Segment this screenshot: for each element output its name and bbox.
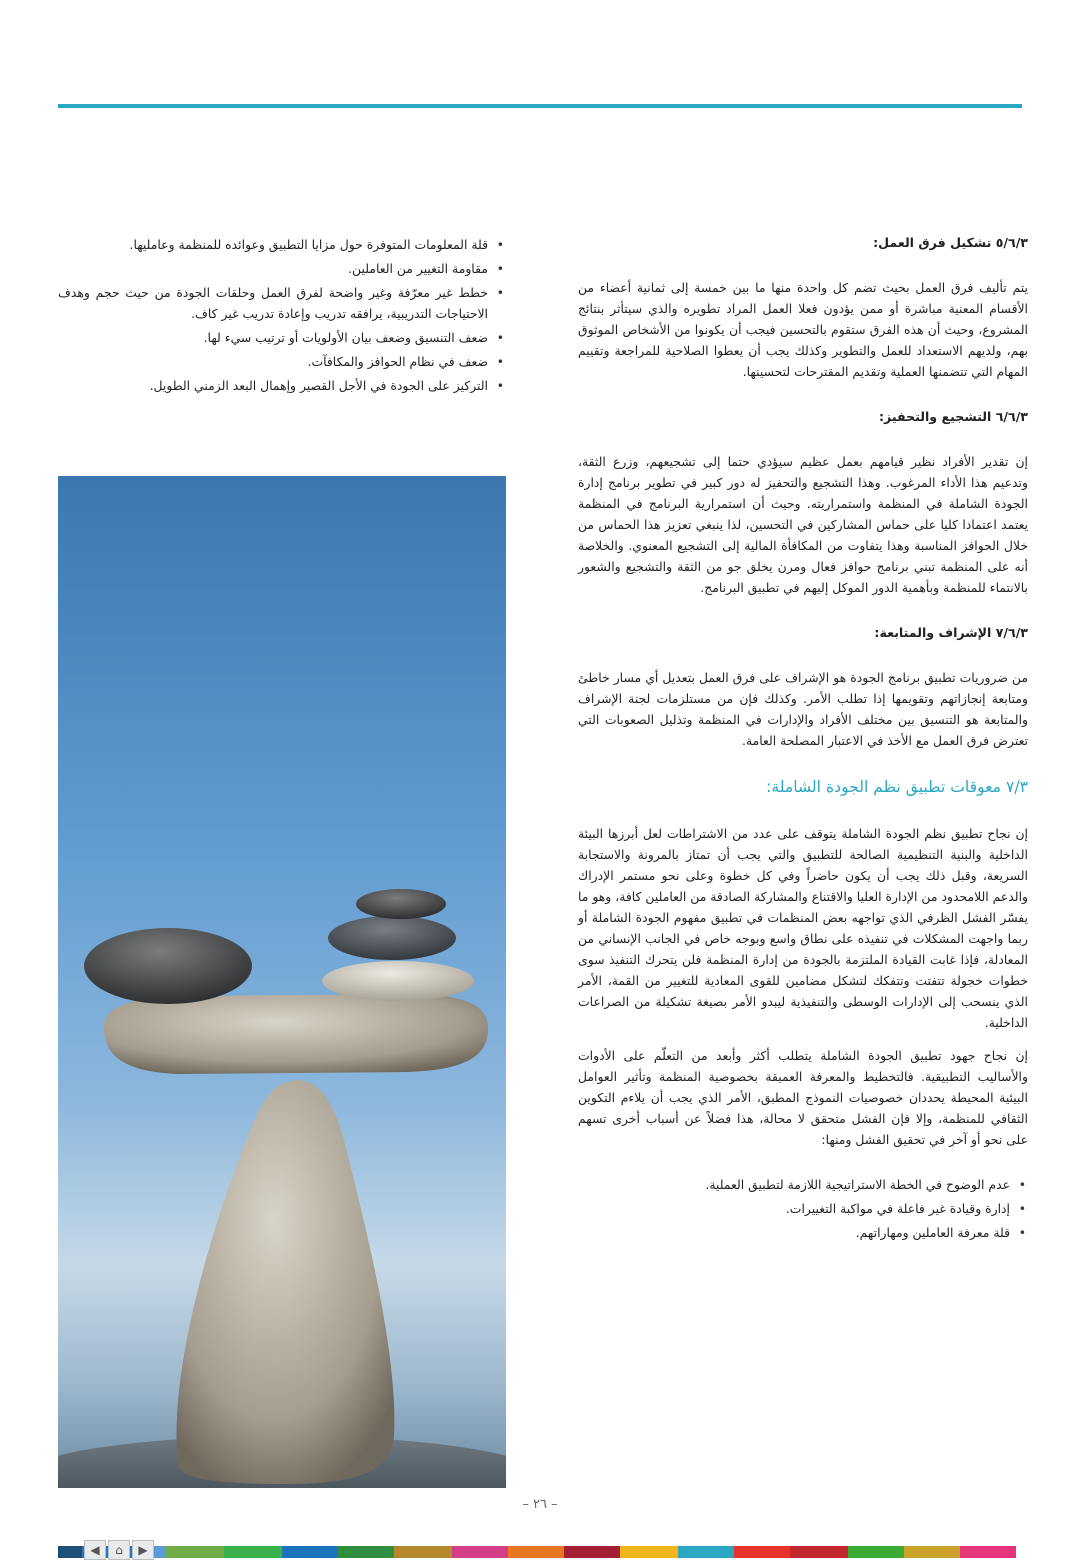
list-item: • ضعف التنسيق وضعف بيان الأولويات أو ترتيب سيء لها.: [58, 327, 506, 348]
beam-stone: [104, 994, 488, 1074]
left-column: [58, 234, 506, 399]
small-stone-top: [356, 889, 446, 919]
section-heading-supervision: ٧/٦/٣ الإشراف والمتابعة:: [874, 625, 1028, 640]
color-segment: [282, 1546, 338, 1558]
section-heading-teams: ٥/٦/٣ تشكيل فرق العمل:: [873, 235, 1028, 250]
color-segment: [58, 1546, 82, 1558]
color-segment: [790, 1546, 848, 1558]
next-page-button[interactable]: [132, 1540, 154, 1560]
obstacles-list-continued: [58, 234, 506, 396]
section-body-supervision: من ضروريات تطبيق برنامج الجودة هو الإشراف على فرق العمل بتعديل أي مسار خاطئ ومتابعة إنجازاتهم وتقويمها إذا تطلب الأمر. وكذلك فإن من مستلزمات لجنة الإشراف والمتابعة هو التنسيق بين مختلف الأفراد والإدارات في المنظمة وتذليل الصعوبات التي تعترض فرق العمل مع الأخذ في الاعتبار المصلحة العامة.: [578, 670, 1028, 748]
color-segment: [224, 1546, 282, 1558]
stones-illustration: [58, 476, 506, 1488]
left-arrow-icon: ◀: [90, 1543, 100, 1557]
previous-page-button[interactable]: [84, 1540, 106, 1560]
right-column: [578, 232, 1028, 1246]
obstacles-list: [578, 1174, 1028, 1243]
section-body-obstacles-2: إن نجاح جهود تطبيق الجودة الشاملة يتطلب أكثر وأبعد من التعلّم على الأدوات والأساليب التطبيقية. فالتخطيط والمعرفة العميقة بخصوصية المنظمة وتأثير العوامل البيئية المحيطة يحددان خصوصيات النموذج المطبق، الأمر الذي يجب أن يلاءم التكوين الثقافي للمنظمة، وإلا فإن الفشل متحقق لا محالة، هذا فضلاً عن أسباب أخرى تسهم على نحو أو آخر في تحقيق الفشل ومنها:: [578, 1048, 1028, 1147]
list-item: • قلة المعلومات المتوفرة حول مزايا التطبيق وعوائده للمنظمة وعامليها.: [58, 234, 506, 255]
color-segment: [452, 1546, 508, 1558]
dark-stone-left: [84, 928, 252, 1004]
color-segment: [620, 1546, 678, 1558]
section-body-teams: يتم تأليف فرق العمل بحيث تضم كل واحدة منها ما بين خمسة إلى ثمانية أعضاء من الأقسام المعنية مباشرة أو ممن يؤدون فعلا العمل المراد تطويره والذي سيتأثر بنتائج المشروع، وحيث أن هذه الفرق ستقوم بالتحسين فيجب أن يكونوا من الأشخاص الموثوق بهم، ولديهم الاستعداد للعمل والتطوير وكذلك يجب أن يعطوا الصلاحية للمراجعة وتقييم المهام التي تتضمنها العملية وتقديم المقترحات لتحسينها.: [578, 280, 1028, 379]
page-nav: [84, 1540, 154, 1560]
light-stone-right: [322, 961, 474, 1001]
list-item: • التركيز على الجودة في الأجل القصير وإهمال البعد الزمني الطويل.: [58, 375, 506, 396]
color-segment: [508, 1546, 564, 1558]
home-icon: ⌂: [115, 1543, 123, 1557]
color-segment: [678, 1546, 734, 1558]
grey-stone-middle: [328, 916, 456, 960]
color-segment: [734, 1546, 790, 1558]
section-heading-obstacles: ٧/٣ معوقات تطبيق نظم الجودة الشاملة:: [766, 778, 1028, 796]
list-item: • ضعف في نظام الحوافز والمكافآت.: [58, 351, 506, 372]
section-heading-motivation: ٦/٦/٣ التشجيع والتحفيز:: [878, 409, 1028, 424]
base-stone: [176, 1080, 394, 1484]
section-body-motivation: إن تقدير الأفراد نظير قيامهم بعمل عظيم سيؤدي حتما إلى تشجيعهم، وزرع الثقة، وتدعيم هذا الأداء المرغوب. وهذا التشجيع والتحفيز له دور كبير في تطوير برنامج إدارة الجودة الشاملة في المنظمة واستمراريته. وحيث أن استمرارية البرنامج في المنظمة يعتمد اعتمادا كليا على حماس المشاركين في التحسين، لذا ينبغي تعزيز هذا الحماس من خلال الحوافز المناسبة وهذا يتفاوت من المكافأة المالية إلى التشجيع المعنوي. والخلاصة أنه على المنظمة تبني برنامج حوافز فعال ومرن يخلق جو من الثقة والتشجيع والشعور بالانتماء للمنظمة وبأهمية الدور الموكل إليهم في تطبيق البرنامج.: [578, 454, 1028, 595]
balanced-stones-photo: [58, 476, 506, 1488]
list-item: • مقاومة التغيير من العاملين.: [58, 258, 506, 279]
color-segment: [394, 1546, 452, 1558]
color-segment: [338, 1546, 394, 1558]
section-body-obstacles-1: إن نجاح تطبيق نظم الجودة الشاملة يتوقف على عدد من الاشتراطات لعل أبرزها البيئة الداخلية والبنية التنظيمية الصالحة للتطبيق والتي يجب أن تمتاز بالمرونة والاستجابة السريعة، وقبل ذلك يجب أن يكون حاضراً وفي كل خطوة وعلى نحو مستمر الإدراك والدعم اللامحدود من الإدارة العليا والاقتناع والمشاركة الصادقة من العاملين كافة، وهو ما يفسّر الفشل الظرفي الذي تواجهه بعض المنظمات في تطبيق مفهوم الجودة الشاملة أو ربما واجهت المشكلات في تنفيذه على نطاق واسع وبوجه خاص في الجانب الإنساني من المعادلة، فإذا غابت القيادة الملتزمة بالجودة من إدارة المنظمة فلن يتحرك التنفيذ سوى خطوات خجولة تتفتت وتتفكك لتشكل مضامين للقوى المعادية للتغيير من القمة، الأمر الذي ينسحب إلى الإدارات الوسطى والتنفيذية ليبدو الأمر بصيغة تشكيلة من الصراعات الداخلية.: [578, 826, 1028, 1030]
list-item: • قلة معرفة العاملين ومهاراتهم.: [578, 1222, 1028, 1243]
right-arrow-icon: ▶: [138, 1543, 148, 1557]
page-number: – ٢٦ –: [522, 1497, 558, 1512]
color-segment: [904, 1546, 960, 1558]
home-button[interactable]: [108, 1540, 130, 1560]
list-item: • خطط غير معرّفة وغير واضحة لفرق العمل وحلقات الجودة من حيث حجم وهدف الاحتياجات التدريبية، يرافقه تدريب وإعادة تدريب غير كاف.: [58, 282, 506, 324]
footer-color-bar: [58, 1546, 1016, 1558]
color-segment: [960, 1546, 1016, 1558]
color-segment: [564, 1546, 620, 1558]
list-item: • إدارة وقيادة غير فاعلة في مواكبة التغييرات.: [578, 1198, 1028, 1219]
color-segment: [166, 1546, 224, 1558]
top-rule: [58, 104, 1022, 108]
color-segment: [848, 1546, 904, 1558]
list-item: • عدم الوضوح في الخطة الاستراتيجية اللازمة لتطبيق العملية.: [578, 1174, 1028, 1195]
